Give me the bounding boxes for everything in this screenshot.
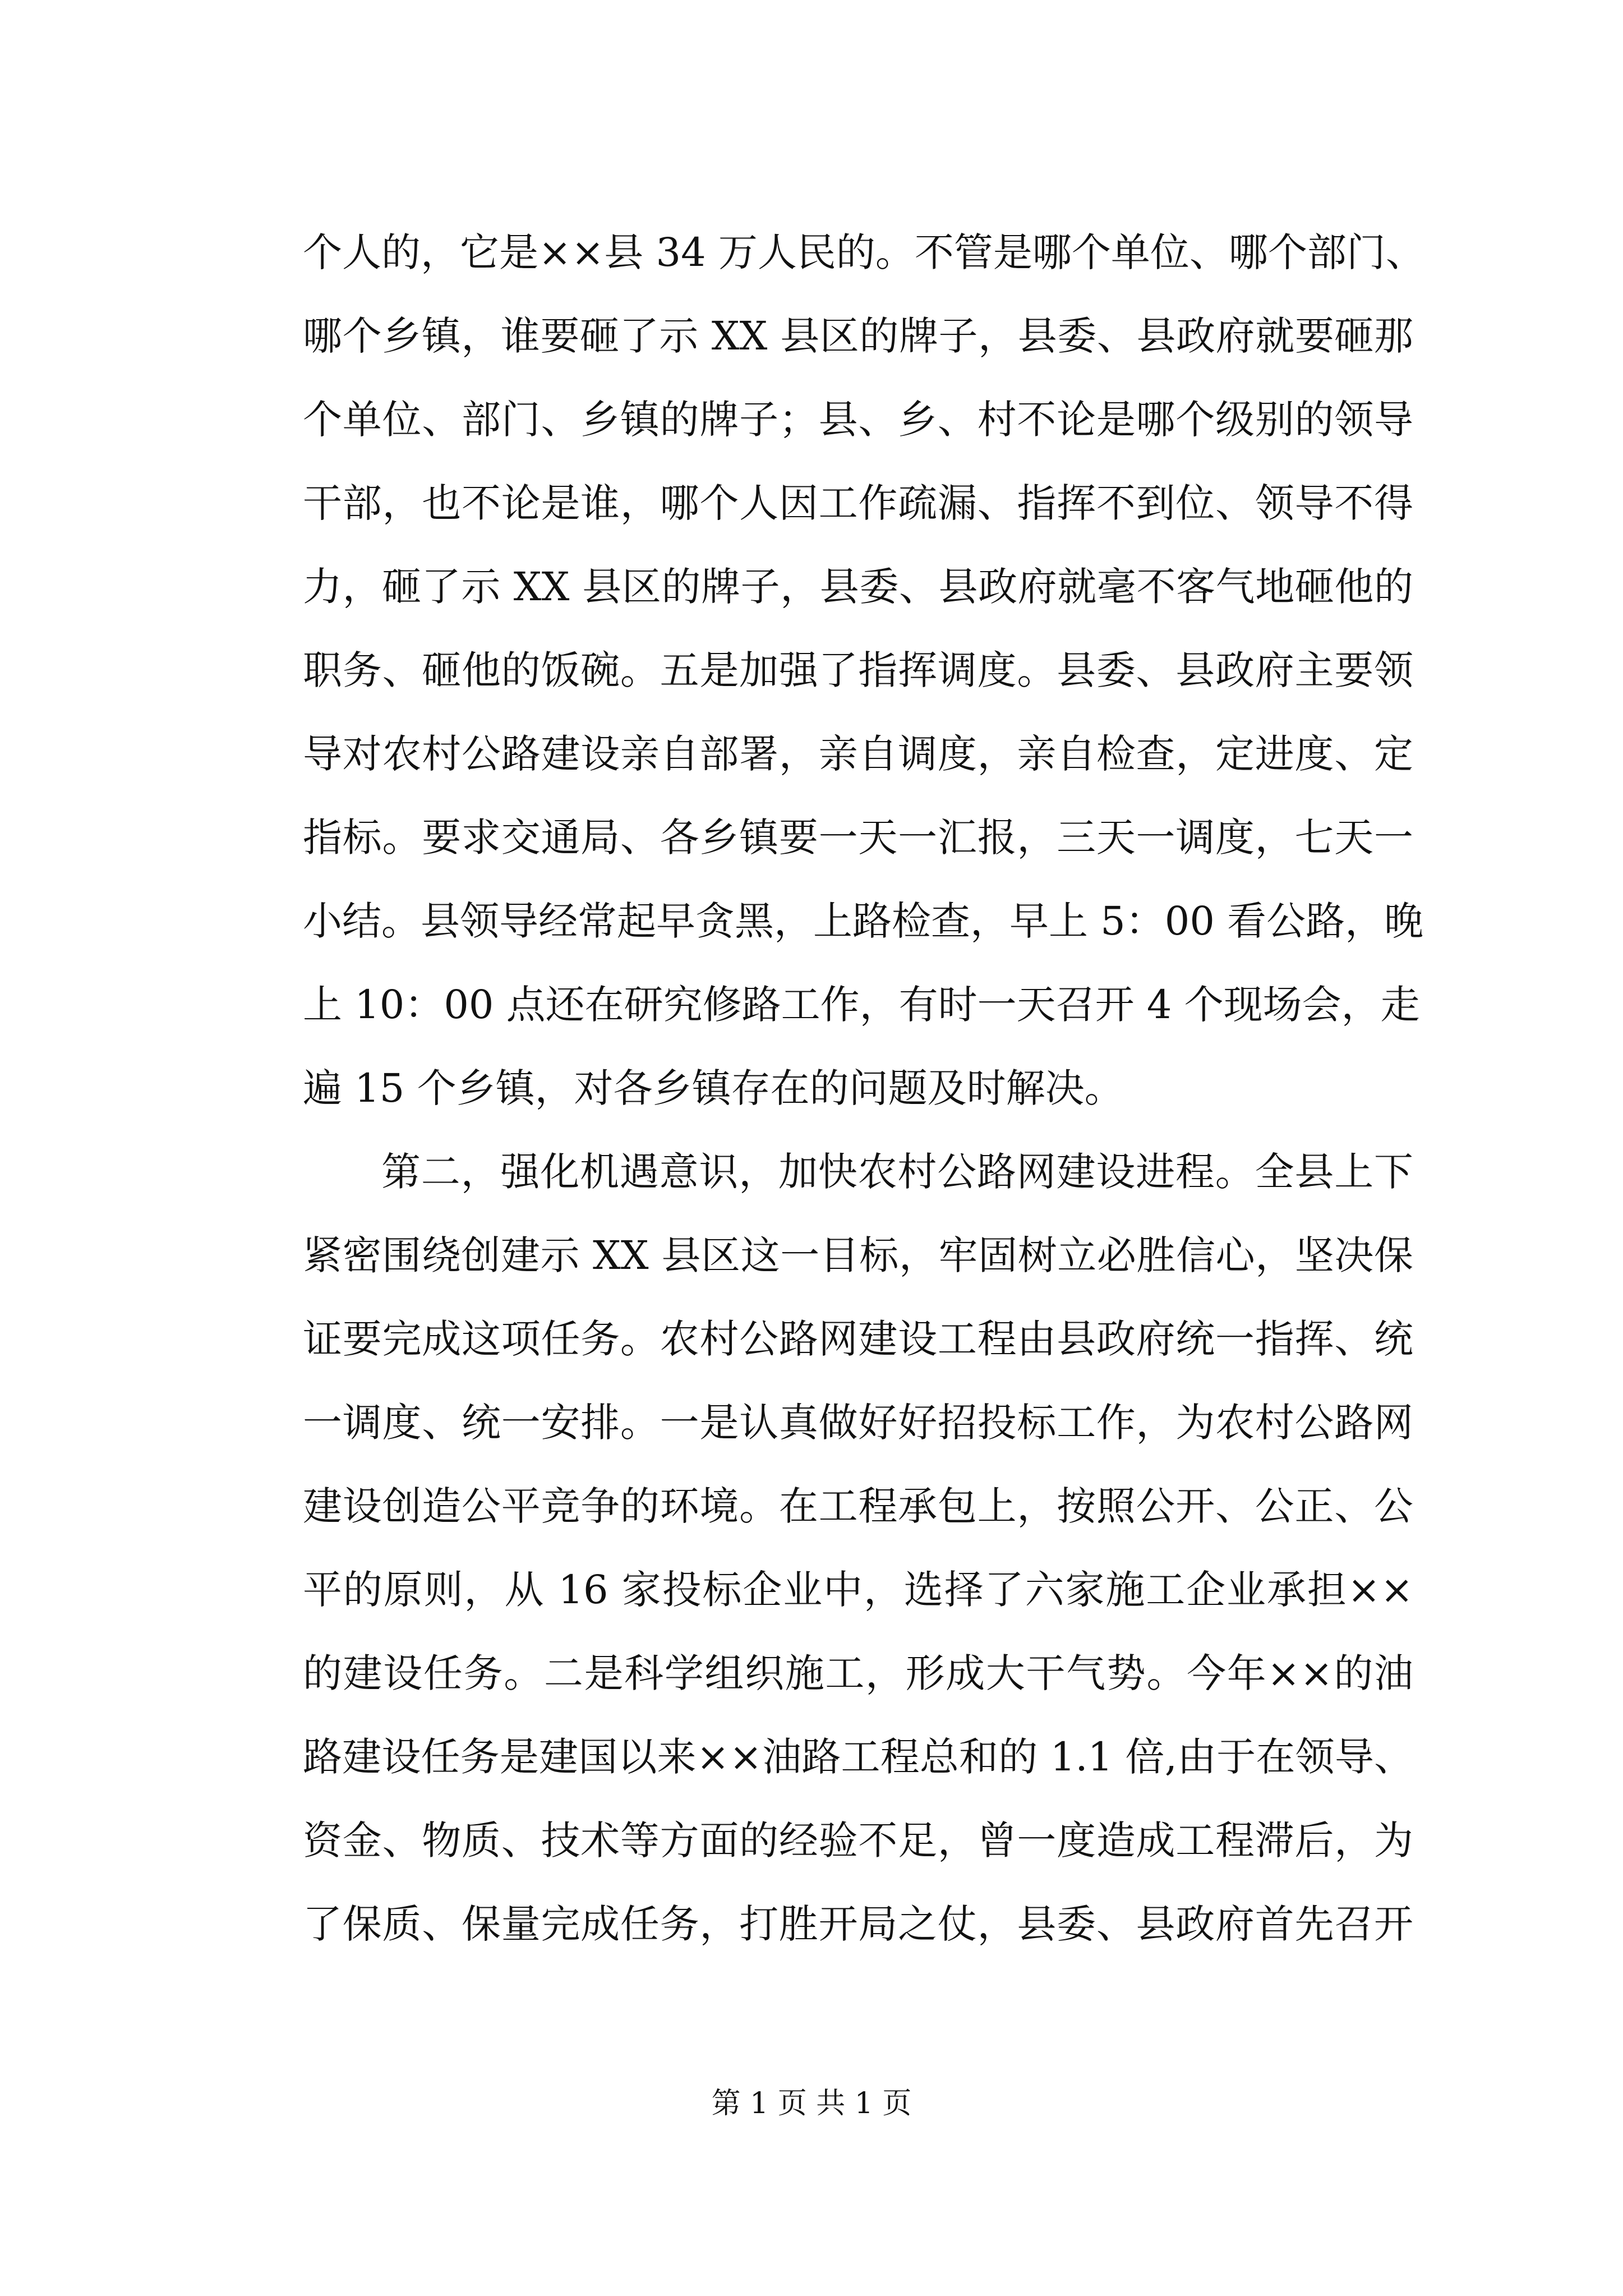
text-line-16: 建设创造公平竞争的环境。在工程承包上，按照公开、公正、公 <box>303 1483 1413 1529</box>
text-line-3: 个单位、部门、乡镇的牌子；县、乡、村不论是哪个级别的领导 <box>303 397 1413 443</box>
text-line-6: 职务、砸他的饭碗。五是加强了指挥调度。县委、县政府主要领 <box>303 647 1413 693</box>
text-line-14: 证要完成这项任务。农村公路网建设工程由县政府统一指挥、统 <box>303 1316 1413 1362</box>
text-line-17: 平的原则，从 16 家投标企业中，选择了六家施工企业承担×× <box>303 1567 1413 1613</box>
text-line-15: 一调度、统一安排。一是认真做好好招投标工作，为农村公路网 <box>303 1400 1413 1446</box>
text-line-10: 上 10：00 点还在研究修路工作，有时一天召开 4 个现场会，走 <box>303 982 1420 1028</box>
text-line-18: 的建设任务。二是科学组织施工，形成大干气势。今年××的油 <box>303 1650 1413 1696</box>
text-line-11: 遍 15 个乡镇，对各乡镇存在的问题及时解决。 <box>303 1065 1124 1111</box>
document-body <box>303 211 1425 1966</box>
text-line-19: 路建设任务是建国以来××油路工程总和的 1.1 倍,由于在领导、 <box>303 1734 1413 1780</box>
page-number-label: 第 1 页 共 1 页 <box>711 2087 912 2120</box>
page-footer <box>0 2081 1623 2126</box>
text-line-20: 资金、物质、技术等方面的经验不足，曾一度造成工程滞后，为 <box>303 1818 1413 1864</box>
text-line-12: 第二，强化机遇意识，加快农村公路网建设进程。全县上下 <box>381 1149 1413 1195</box>
text-line-21: 了保质、保量完成任务，打胜开局之仗，县委、县政府首先召开 <box>303 1901 1413 1947</box>
text-line-4: 干部，也不论是谁，哪个人因工作疏漏、指挥不到位、领导不得 <box>303 480 1413 526</box>
text-line-1: 个人的，它是××县 34 万人民的。不管是哪个单位、哪个部门、 <box>303 229 1425 275</box>
text-line-8: 指标。要求交通局、各乡镇要一天一汇报，三天一调度，七天一 <box>303 815 1413 861</box>
text-line-13: 紧密围绕创建示 XX 县区这一目标，牢固树立必胜信心，坚决保 <box>303 1232 1413 1278</box>
text-line-2: 哪个乡镇，谁要砸了示 XX 县区的牌子，县委、县政府就要砸那 <box>303 313 1413 359</box>
text-line-9: 小结。县领导经常起早贪黑，上路检查，早上 5：00 看公路，晚 <box>303 898 1424 944</box>
text-line-5: 力，砸了示 XX 县区的牌子，县委、县政府就毫不客气地砸他的 <box>303 564 1413 610</box>
text-line-7: 导对农村公路建设亲自部署，亲自调度，亲自检查，定进度、定 <box>303 731 1413 777</box>
